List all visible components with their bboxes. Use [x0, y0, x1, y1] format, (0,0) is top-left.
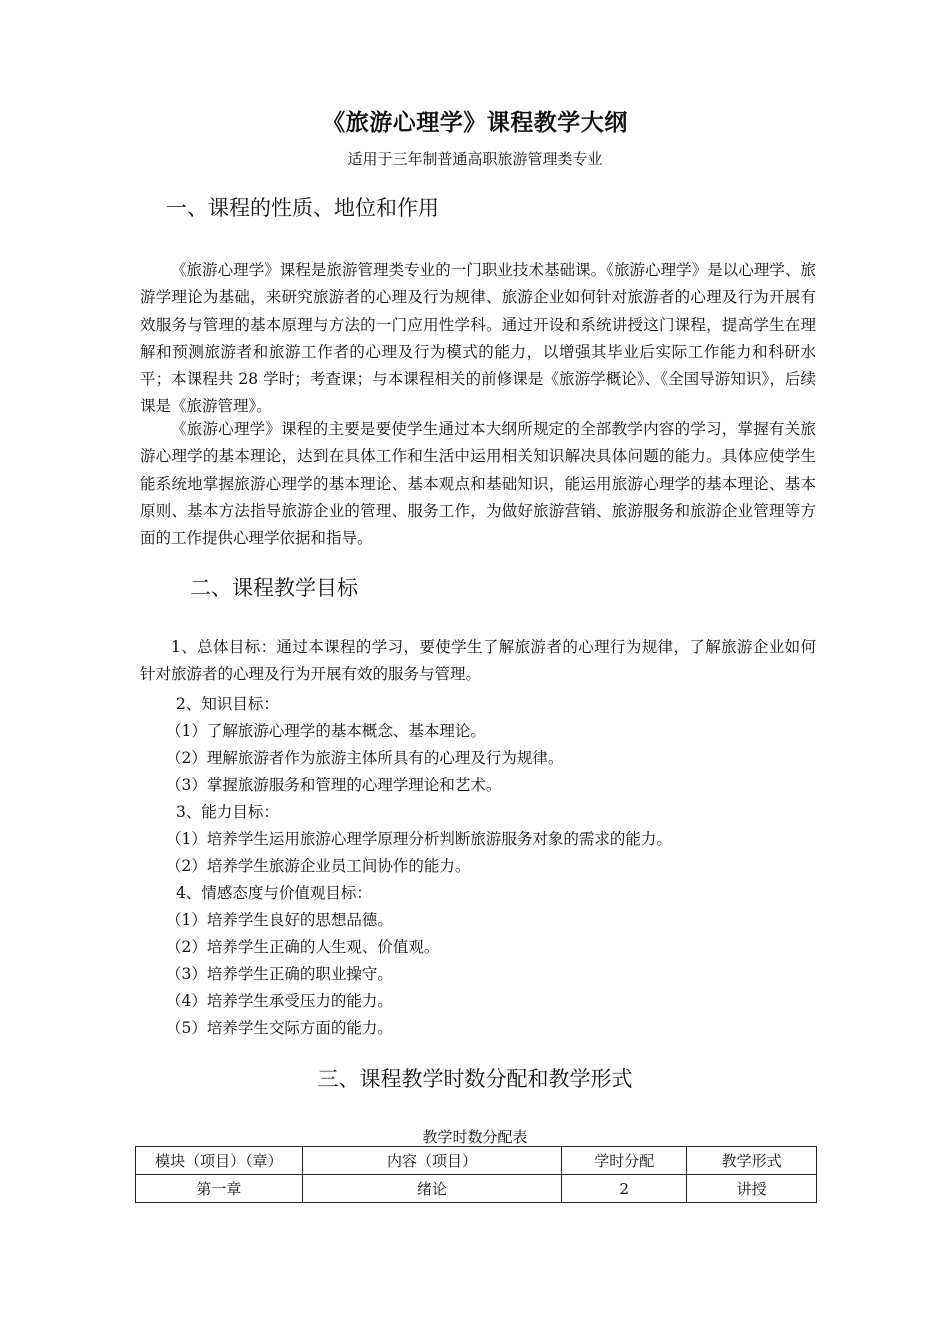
knowledge-goal-heading: 2、知识目标：: [176, 695, 279, 713]
hours-table: [135, 1146, 817, 1203]
emotion-item: （3）培养学生正确的职业操守。: [166, 965, 393, 983]
section1-heading: 一、课程的性质、地位和作用: [166, 196, 439, 220]
page-subtitle: 适用于三年制普通高职旅游管理类专业: [347, 150, 603, 168]
knowledge-item: （1）了解旅游心理学的基本概念、基本理论。: [166, 722, 486, 740]
column-header-hours: 学时分配: [562, 1147, 687, 1175]
section3-heading: 三、课程教学时数分配和教学形式: [317, 1067, 633, 1091]
section2-heading: 二、课程教学目标: [190, 576, 358, 600]
emotion-item: （5）培养学生交际方面的能力。: [166, 1019, 393, 1037]
ability-goal-heading: 3、能力目标：: [176, 803, 279, 821]
knowledge-item: （3）掌握旅游服务和管理的心理学理论和艺术。: [166, 776, 502, 794]
table-cell-module: 第一章: [136, 1175, 303, 1203]
section1-paragraph-1: 《旅游心理学》课程是旅游管理类专业的一门职业技术基础课。《旅游心理学》是以心理学、旅游学理论为基础，来研究旅游者的心理及行为规律、旅游企业如何针对旅游者的心理及行为开展有效服务与管理的基本原理与方法的一门应用性学科。通过开设和系统讲授这门课程，提高学生在理解和预测旅游者和旅游工作者的心理及行为模式的能力，以增强其毕业后实际工作能力和科研水平；本课程共 28 学时；考查课；与本课程相关的前修课是《旅游学概论》、《全国导游知识》，后续课是《旅游管理》。: [140, 261, 816, 416]
overall-goal: 1、总体目标：通过本课程的学习，要使学生了解旅游者的心理行为规律，了解旅游企业如何针对旅游者的心理及行为开展有效的服务与管理。: [140, 638, 816, 684]
table-cell-content: 绪论: [302, 1175, 562, 1203]
table-cell-teaching-form: 讲授: [687, 1175, 817, 1203]
column-header-teaching-form: 教学形式: [687, 1147, 817, 1175]
knowledge-item: （2）理解旅游者作为旅游主体所具有的心理及行为规律。: [166, 749, 564, 767]
table-cell-hours: 2: [562, 1175, 687, 1203]
table-row: [136, 1175, 817, 1203]
emotion-item: （4）培养学生承受压力的能力。: [166, 992, 393, 1010]
emotion-item: （1）培养学生良好的思想品德。: [166, 911, 393, 929]
column-header-module: 模块（项目）（章）: [136, 1147, 303, 1175]
emotion-item: （2）培养学生正确的人生观、价值观。: [166, 938, 440, 956]
emotion-goal-heading: 4、情感态度与价值观目标：: [176, 884, 372, 902]
page-title: 《旅游心理学》课程教学大纲: [322, 110, 628, 136]
ability-item: （1）培养学生运用旅游心理学原理分析判断旅游服务对象的需求的能力。: [166, 830, 672, 848]
section1-paragraph-2: 《旅游心理学》课程的主要是要使学生通过本大纲所规定的全部教学内容的学习，掌握有关旅游心理学的基本理论，达到在具体工作和生活中运用相关知识解决具体问题的能力。具体应使学生能系统地掌握旅游心理学的基本理论、基本观点和基础知识，能运用旅游心理学的基本理论、基本原则、基本方法指导旅游企业的管理、服务工作，为做好旅游营销、旅游服务和旅游企业管理等方面的工作提供心理学依据和指导。: [140, 420, 816, 548]
ability-item: （2）培养学生旅游企业员工间协作的能力。: [166, 857, 471, 875]
table-caption: 教学时数分配表: [422, 1128, 528, 1146]
table-header-row: [136, 1147, 817, 1175]
column-header-content: 内容（项目）: [302, 1147, 562, 1175]
